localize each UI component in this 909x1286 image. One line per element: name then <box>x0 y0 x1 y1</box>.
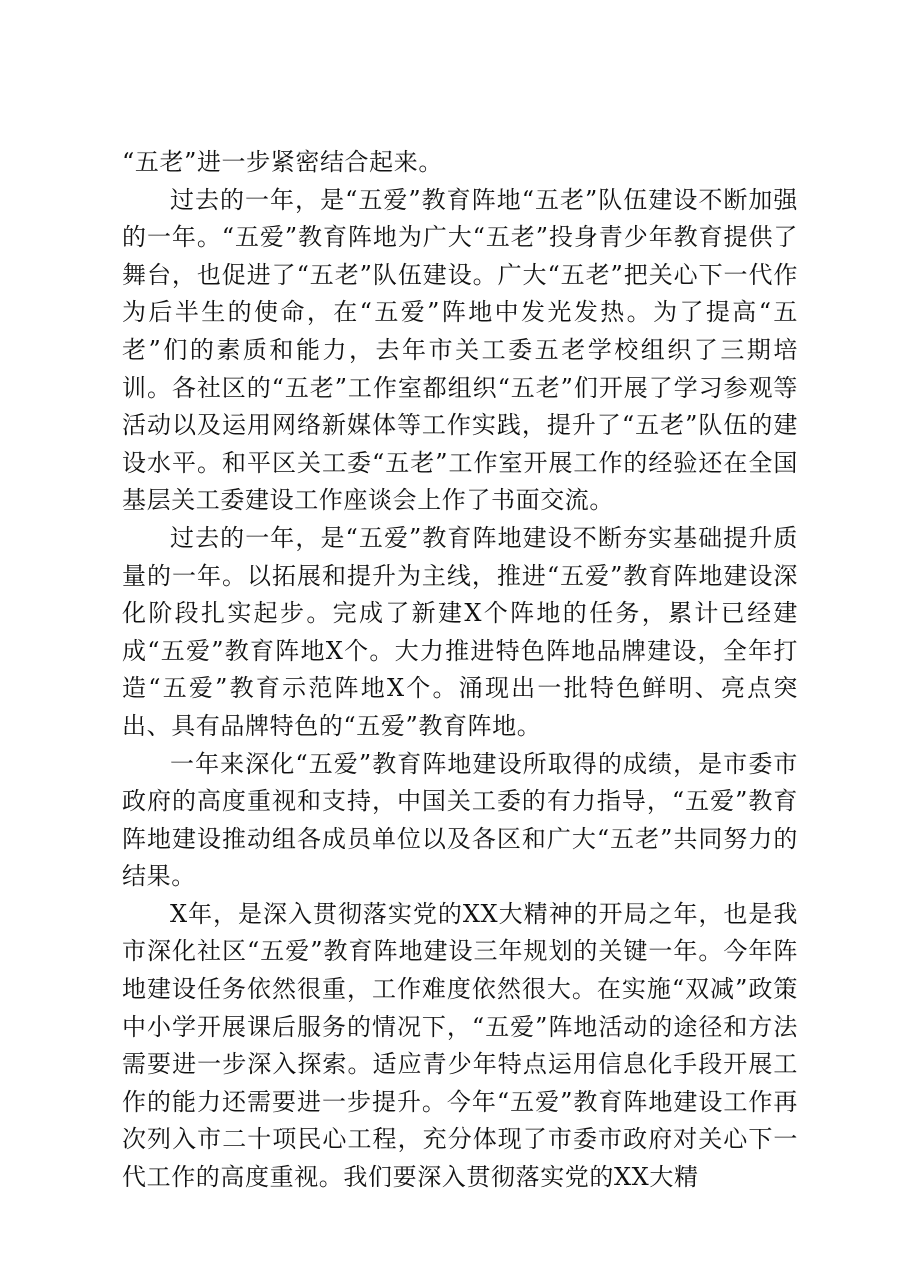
document-body <box>122 144 798 1197</box>
paragraph-new-year-tasks: X年，是深入贯彻落实党的XX大精神的开局之年，也是我市深化社区“五爱”教育阵地建设三年规划的关键一年。今年阵地建设任务依然很重，工作难度依然很大。在实施“双减”政策中小学开展课后服务的情况下，“五爱”阵地活动的途径和方法需要进一步深入探索。适应青少年特点运用信息化手段开展工作的能力还需要进一步提升。今年“五爱”教育阵地建设工作再次列入市二十项民心工程，充分体现了市委市政府对关心下一代工作的高度重视。我们要深入贯彻落实党的XX大精 <box>122 899 798 1192</box>
paragraph-achievements: 一年来深化“五爱”教育阵地建设所取得的成绩，是市委市政府的高度重视和支持，中国关工委的有力指导，“五爱”教育阵地建设推动组各成员单位以及各区和广大“五老”共同努力的结果。 <box>122 749 798 891</box>
paragraph-continuation: “五老”进一步紧密结合起来。 <box>122 148 443 176</box>
paragraph-wulao-team: 过去的一年，是“五爱”教育阵地“五老”队伍建设不断加强的一年。“五爱”教育阵地为广大“五老”投身青少年教育提供了舞台，也促进了“五老”队伍建设。广大“五老”把关心下一代作为后半生的使命，在“五爱”阵地中发光发热。为了提高“五老”们的素质和能力，去年市关工委五老学校组织了三期培训。各社区的“五老”工作室都组织“五老”们开展了学习参观等活动以及运用网络新媒体等工作实践，提升了“五老”队伍的建设水平。和平区关工委“五老”工作室开展工作的经验还在全国基层关工委建设工作座谈会上作了书面交流。 <box>122 185 798 515</box>
paragraph-base-quality: 过去的一年，是“五爱”教育阵地建设不断夯实基础提升质量的一年。以拓展和提升为主线，推进“五爱”教育阵地建设深化阶段扎实起步。完成了新建X个阵地的任务，累计已经建成“五爱”教育阵地X个。大力推进特色阵地品牌建设，全年打造“五爱”教育示范阵地X个。涌现出一批特色鲜明、亮点突出、具有品牌特色的“五爱”教育阵地。 <box>122 523 798 740</box>
